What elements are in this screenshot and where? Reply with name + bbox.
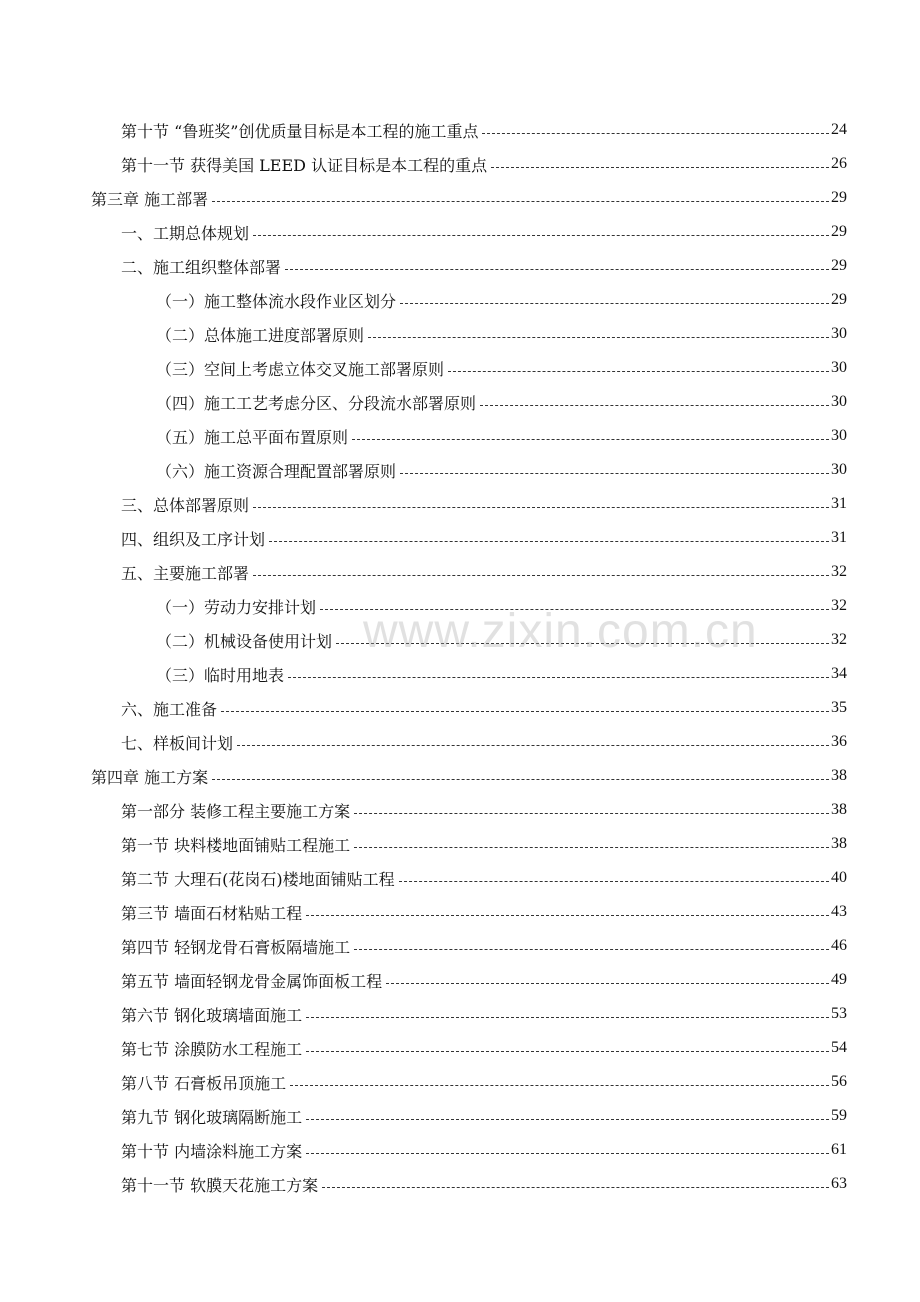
toc-entry-page-number: 29 <box>831 189 847 206</box>
toc-entry-label: （三）空间上考虑立体交叉施工部署原则 <box>156 359 445 379</box>
toc-leader-dashes <box>253 507 829 508</box>
toc-entry[interactable] <box>0 487 920 521</box>
toc-entry-label: 第十节 “鲁班奖”创优质量目标是本工程的施工重点 <box>121 121 479 141</box>
toc-entry-label: 六、施工准备 <box>121 699 218 719</box>
toc-entry-page-number: 40 <box>831 869 847 886</box>
toc-entry[interactable] <box>0 351 920 385</box>
toc-entry-page-number: 31 <box>831 529 847 546</box>
toc-leader-dashes <box>386 983 829 984</box>
toc-leader-dashes <box>237 745 829 746</box>
toc-leader-dashes <box>306 1153 829 1154</box>
toc-entry-label: 第一部分 装修工程主要施工方案 <box>121 801 351 821</box>
toc-entry-page-number: 38 <box>831 835 847 852</box>
toc-entry[interactable] <box>0 589 920 623</box>
toc-entry[interactable] <box>0 997 920 1031</box>
watermark: www.zixin.com.cn <box>363 605 758 658</box>
toc-entry-label: 第四章 施工方案 <box>91 767 209 787</box>
toc-leader-dashes <box>354 949 829 950</box>
toc-leader-dashes <box>354 813 829 814</box>
toc-leader-dashes <box>253 235 829 236</box>
toc-entry-page-number: 43 <box>831 903 847 920</box>
toc-entry-page-number: 26 <box>831 155 847 172</box>
toc-entry[interactable] <box>0 453 920 487</box>
toc-entry[interactable] <box>0 623 920 657</box>
toc-leader-dashes <box>368 337 829 338</box>
toc-entry-page-number: 29 <box>831 291 847 308</box>
toc-entry-page-number: 49 <box>831 971 847 988</box>
toc-entry[interactable] <box>0 759 920 793</box>
toc-leader-dashes <box>306 1051 829 1052</box>
toc-entry[interactable] <box>0 1099 920 1133</box>
toc-entry-label: （二）总体施工进度部署原则 <box>156 325 365 345</box>
toc-leader-dashes <box>322 1187 829 1188</box>
toc-leader-dashes <box>288 677 829 678</box>
toc-entry-label: 第四节 轻钢龙骨石膏板隔墙施工 <box>121 937 351 957</box>
toc-leader-dashes <box>354 847 829 848</box>
toc-leader-dashes <box>400 473 829 474</box>
toc-entry[interactable] <box>0 657 920 691</box>
toc-entry-page-number: 38 <box>831 801 847 818</box>
toc-entry-label: 第五节 墙面轻钢龙骨金属饰面板工程 <box>121 971 383 991</box>
toc-entry-label: 第十一节 获得美国 LEED 认证目标是本工程的重点 <box>121 155 488 175</box>
toc-entry-page-number: 54 <box>831 1039 847 1056</box>
toc-leader-dashes <box>400 303 829 304</box>
toc-entry[interactable] <box>0 1133 920 1167</box>
toc-entry[interactable] <box>0 555 920 589</box>
toc-entry[interactable] <box>0 725 920 759</box>
toc-entry-page-number: 30 <box>831 461 847 478</box>
toc-entry[interactable] <box>0 147 920 181</box>
toc-entry-page-number: 35 <box>831 699 847 716</box>
toc-entry-label: （四）施工工艺考虑分区、分段流水部署原则 <box>156 393 477 413</box>
toc-entry[interactable] <box>0 1031 920 1065</box>
toc-entry-label: 二、施工组织整体部署 <box>121 257 282 277</box>
toc-entry-page-number: 30 <box>831 393 847 410</box>
toc-entry[interactable] <box>0 895 920 929</box>
toc-leader-dashes <box>480 405 829 406</box>
toc-entry[interactable] <box>0 793 920 827</box>
toc-entry[interactable] <box>0 929 920 963</box>
toc-entry-page-number: 30 <box>831 325 847 342</box>
toc-entry-label: （五）施工总平面布置原则 <box>156 427 349 447</box>
toc-entry[interactable] <box>0 215 920 249</box>
toc-entry-label: 第三章 施工部署 <box>91 189 209 209</box>
toc-entry-label: 第七节 涂膜防水工程施工 <box>121 1039 303 1059</box>
toc-entry-page-number: 34 <box>831 665 847 682</box>
toc-entry-page-number: 24 <box>831 121 847 138</box>
toc-entry-page-number: 56 <box>831 1073 847 1090</box>
toc-leader-dashes <box>269 541 829 542</box>
toc-leader-dashes <box>482 133 829 134</box>
toc-entry-label: 七、样板间计划 <box>121 733 234 753</box>
toc-entry[interactable] <box>0 691 920 725</box>
toc-entry-label: （一）施工整体流水段作业区划分 <box>156 291 397 311</box>
toc-entry[interactable] <box>0 385 920 419</box>
toc-entry[interactable] <box>0 113 920 147</box>
toc-entry[interactable] <box>0 1167 920 1201</box>
toc-entry-page-number: 36 <box>831 733 847 750</box>
toc-entry-page-number: 63 <box>831 1175 847 1192</box>
toc-entry[interactable] <box>0 249 920 283</box>
toc-entry-page-number: 61 <box>831 1141 847 1158</box>
toc-entry-label: 第十一节 软膜天花施工方案 <box>121 1175 319 1195</box>
toc-entry-page-number: 30 <box>831 427 847 444</box>
toc-leader-dashes <box>306 1017 829 1018</box>
toc-entry-label: 第九节 钢化玻璃隔断施工 <box>121 1107 303 1127</box>
toc-leader-dashes <box>290 1085 829 1086</box>
toc-entry[interactable] <box>0 419 920 453</box>
toc-entry-page-number: 59 <box>831 1107 847 1124</box>
toc-entry-page-number: 46 <box>831 937 847 954</box>
toc-leader-dashes <box>212 779 829 780</box>
toc-entry[interactable] <box>0 861 920 895</box>
toc-entry-page-number: 30 <box>831 359 847 376</box>
toc-entry[interactable] <box>0 827 920 861</box>
toc-leader-dashes <box>306 915 829 916</box>
toc-entry-label: 第十节 内墙涂料施工方案 <box>121 1141 303 1161</box>
toc-entry-label: （三）临时用地表 <box>156 665 285 685</box>
toc-entry-label: 四、组织及工序计划 <box>121 529 266 549</box>
toc-leader-dashes <box>253 575 829 576</box>
toc-leader-dashes <box>448 371 829 372</box>
toc-entry[interactable] <box>0 963 920 997</box>
toc-entry-label: 第二节 大理石(花岗石)楼地面铺贴工程 <box>121 869 395 889</box>
toc-leader-dashes <box>320 609 829 610</box>
toc-leader-dashes <box>212 201 829 202</box>
toc-entry-label: （六）施工资源合理配置部署原则 <box>156 461 397 481</box>
toc-leader-dashes <box>221 711 829 712</box>
toc-entry-page-number: 32 <box>831 597 847 614</box>
toc-entry-page-number: 29 <box>831 223 847 240</box>
toc-leader-dashes <box>491 167 829 168</box>
toc-entry-page-number: 53 <box>831 1005 847 1022</box>
table-of-contents <box>0 113 920 1201</box>
toc-entry-page-number: 29 <box>831 257 847 274</box>
toc-entry-label: 三、总体部署原则 <box>121 495 250 515</box>
toc-entry-page-number: 32 <box>831 631 847 648</box>
toc-entry-page-number: 32 <box>831 563 847 580</box>
toc-entry[interactable] <box>0 521 920 555</box>
toc-entry[interactable] <box>0 181 920 215</box>
toc-entry-label: 第三节 墙面石材粘贴工程 <box>121 903 303 923</box>
toc-entry-page-number: 31 <box>831 495 847 512</box>
toc-entry-label: 第六节 钢化玻璃墙面施工 <box>121 1005 303 1025</box>
toc-entry-label: 第一节 块料楼地面铺贴工程施工 <box>121 835 351 855</box>
toc-entry[interactable] <box>0 1065 920 1099</box>
toc-entry-label: 第八节 石膏板吊顶施工 <box>121 1073 287 1093</box>
toc-leader-dashes <box>285 269 829 270</box>
toc-entry-label: 一、工期总体规划 <box>121 223 250 243</box>
toc-entry-label: （一）劳动力安排计划 <box>156 597 317 617</box>
toc-leader-dashes <box>352 439 829 440</box>
toc-leader-dashes <box>306 1119 829 1120</box>
toc-leader-dashes <box>399 881 829 882</box>
toc-entry-label: （二）机械设备使用计划 <box>156 631 333 651</box>
toc-leader-dashes <box>336 643 829 644</box>
toc-entry[interactable] <box>0 317 920 351</box>
toc-entry[interactable] <box>0 283 920 317</box>
toc-entry-page-number: 38 <box>831 767 847 784</box>
toc-entry-label: 五、主要施工部署 <box>121 563 250 583</box>
